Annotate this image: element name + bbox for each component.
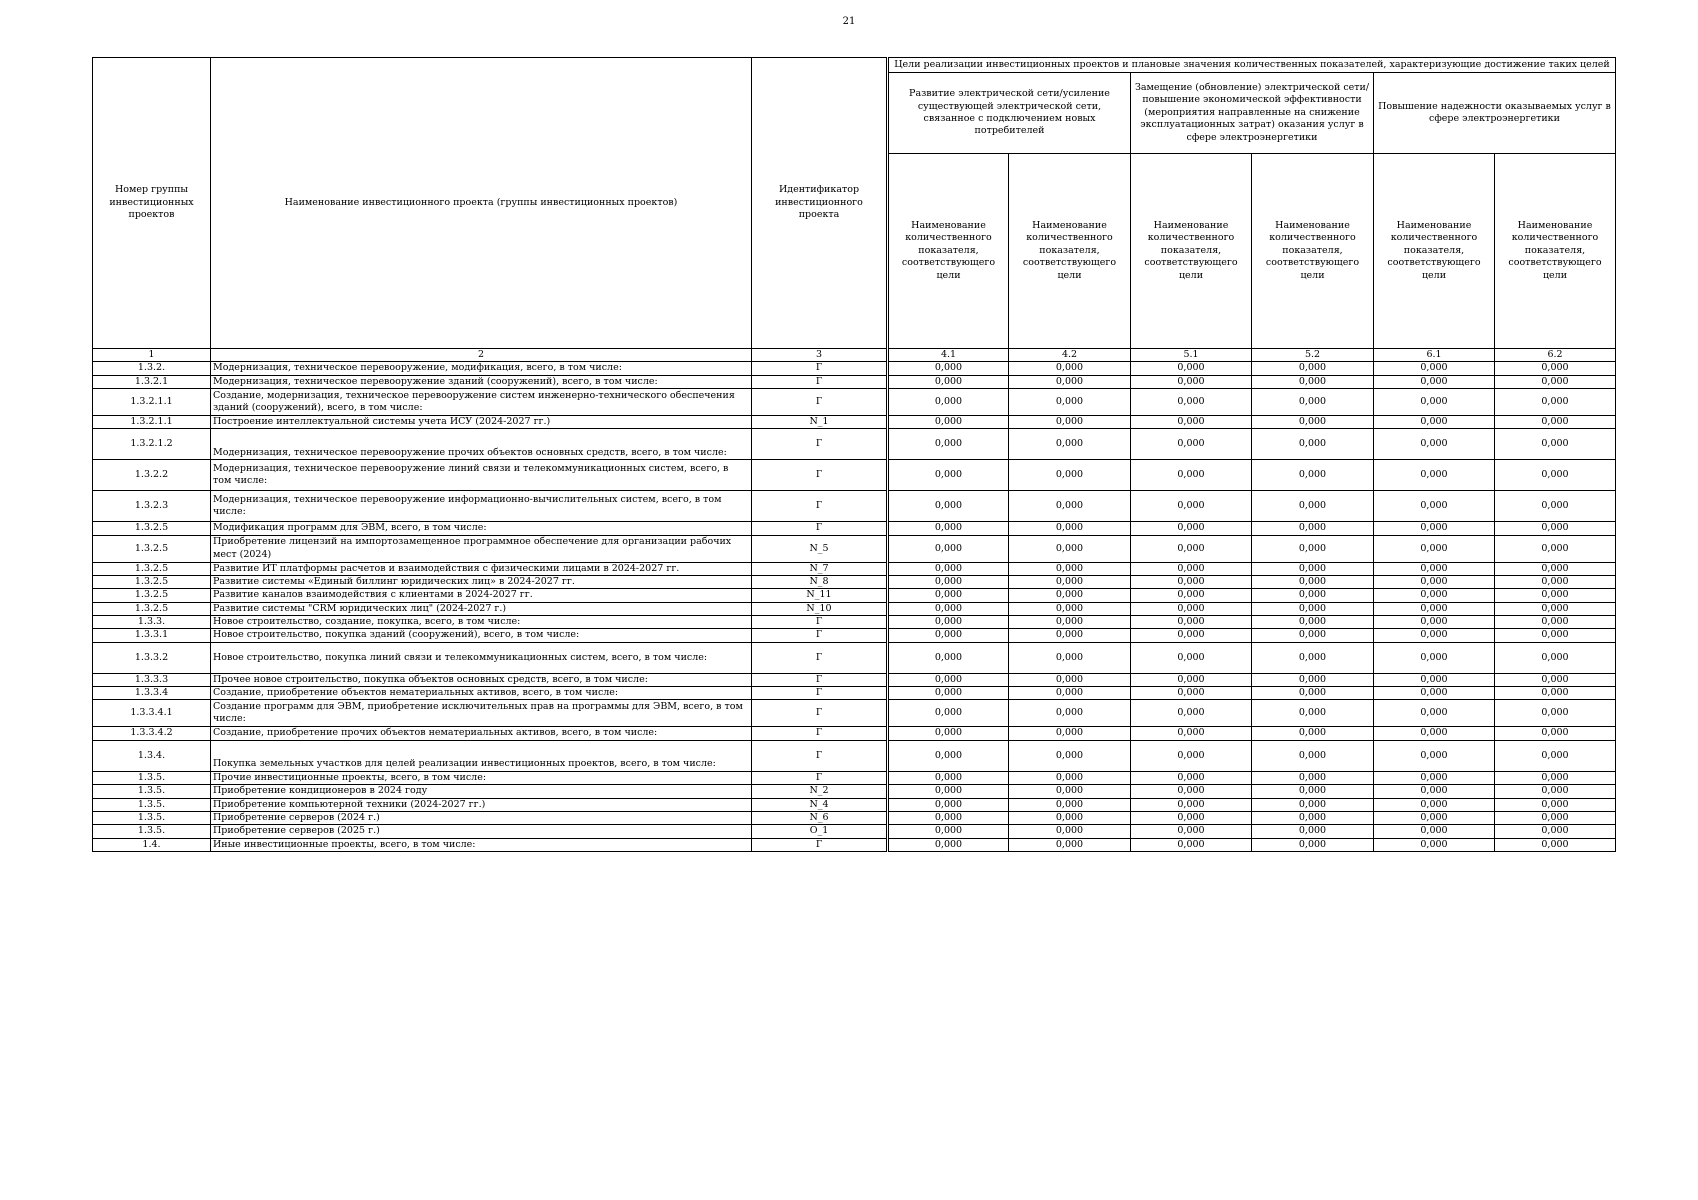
row-project-name: Модернизация, техническое перевооружение информационно-вычислительных систем, всего, в том числе: bbox=[211, 491, 752, 522]
row-metric-value: 0,000 bbox=[1374, 771, 1495, 784]
row-metric-value: 0,000 bbox=[1252, 562, 1374, 575]
row-metric-value: 0,000 bbox=[1009, 629, 1131, 642]
row-metric-value: 0,000 bbox=[1009, 375, 1131, 388]
table-row bbox=[93, 491, 1616, 522]
row-metric-value: 0,000 bbox=[1009, 562, 1131, 575]
row-group-number: 1.3.5. bbox=[93, 811, 211, 824]
row-group-number: 1.3.3.4.2 bbox=[93, 727, 211, 740]
row-metric-value: 0,000 bbox=[1374, 740, 1495, 771]
row-metric-value: 0,000 bbox=[1374, 460, 1495, 491]
row-metric-value: 0,000 bbox=[1252, 375, 1374, 388]
row-metric-value: 0,000 bbox=[1252, 838, 1374, 851]
column-number: 6.2 bbox=[1495, 349, 1616, 362]
row-metric-value: 0,000 bbox=[888, 362, 1009, 375]
row-group-number: 1.3.3.1 bbox=[93, 629, 211, 642]
row-metric-value: 0,000 bbox=[1131, 616, 1252, 629]
table-row bbox=[93, 589, 1616, 602]
row-metric-value: 0,000 bbox=[888, 673, 1009, 686]
header-metric-4-2: Наименование количественного показателя, соответствующего цели bbox=[1009, 154, 1131, 349]
table-row bbox=[93, 535, 1616, 562]
table-row bbox=[93, 673, 1616, 686]
header-metric-6-1: Наименование количественного показателя, соответствующего цели bbox=[1374, 154, 1495, 349]
row-metric-value: 0,000 bbox=[1252, 576, 1374, 589]
row-metric-value: 0,000 bbox=[1374, 687, 1495, 700]
row-metric-value: 0,000 bbox=[1374, 602, 1495, 615]
row-metric-value: 0,000 bbox=[1009, 535, 1131, 562]
row-metric-value: 0,000 bbox=[1495, 389, 1616, 416]
header-metric-5-1: Наименование количественного показателя, соответствующего цели bbox=[1131, 154, 1252, 349]
row-group-number: 1.3.2.5 bbox=[93, 522, 211, 535]
row-metric-value: 0,000 bbox=[1374, 522, 1495, 535]
header-goal-group-4: Развитие электрической сети/усиление существующей электрической сети, связанное с подключением новых потребителей bbox=[888, 73, 1131, 154]
row-metric-value: 0,000 bbox=[1009, 838, 1131, 851]
row-metric-value: 0,000 bbox=[1495, 825, 1616, 838]
header-goals: Цели реализации инвестиционных проектов и плановые значения количественных показателей, характеризующие достижение таких целей bbox=[888, 58, 1616, 73]
header-goal-group-6: Повышение надежности оказываемых услуг в сфере электроэнергетики bbox=[1374, 73, 1616, 154]
row-group-number: 1.3.2.1.2 bbox=[93, 429, 211, 460]
row-identifier: Г bbox=[752, 700, 888, 727]
row-metric-value: 0,000 bbox=[1374, 798, 1495, 811]
row-metric-value: 0,000 bbox=[1252, 616, 1374, 629]
table-row bbox=[93, 825, 1616, 838]
row-metric-value: 0,000 bbox=[1495, 375, 1616, 388]
row-metric-value: 0,000 bbox=[1252, 771, 1374, 784]
table-row bbox=[93, 771, 1616, 784]
row-project-name: Приобретение серверов (2024 г.) bbox=[211, 811, 752, 824]
row-metric-value: 0,000 bbox=[1374, 562, 1495, 575]
row-metric-value: 0,000 bbox=[888, 576, 1009, 589]
row-metric-value: 0,000 bbox=[1131, 727, 1252, 740]
row-metric-value: 0,000 bbox=[1252, 740, 1374, 771]
row-metric-value: 0,000 bbox=[888, 389, 1009, 416]
row-metric-value: 0,000 bbox=[1252, 589, 1374, 602]
row-metric-value: 0,000 bbox=[1495, 727, 1616, 740]
row-metric-value: 0,000 bbox=[1374, 389, 1495, 416]
table-row bbox=[93, 460, 1616, 491]
row-metric-value: 0,000 bbox=[1374, 825, 1495, 838]
row-metric-value: 0,000 bbox=[1252, 673, 1374, 686]
row-identifier: Г bbox=[752, 629, 888, 642]
table-row bbox=[93, 602, 1616, 615]
row-metric-value: 0,000 bbox=[888, 798, 1009, 811]
table-row bbox=[93, 375, 1616, 388]
row-metric-value: 0,000 bbox=[1374, 727, 1495, 740]
row-metric-value: 0,000 bbox=[888, 416, 1009, 429]
row-identifier: O_1 bbox=[752, 825, 888, 838]
row-metric-value: 0,000 bbox=[888, 460, 1009, 491]
row-metric-value: 0,000 bbox=[1374, 642, 1495, 673]
row-metric-value: 0,000 bbox=[888, 629, 1009, 642]
table-header bbox=[93, 58, 1616, 362]
header-group-number: Номер группы инвестиционных проектов bbox=[93, 58, 211, 349]
row-identifier: Г bbox=[752, 375, 888, 388]
row-metric-value: 0,000 bbox=[1131, 740, 1252, 771]
row-metric-value: 0,000 bbox=[1009, 491, 1131, 522]
row-metric-value: 0,000 bbox=[1374, 785, 1495, 798]
row-metric-value: 0,000 bbox=[888, 727, 1009, 740]
row-metric-value: 0,000 bbox=[1374, 429, 1495, 460]
row-project-name: Развитие каналов взаимодействия с клиентами в 2024-2027 гг. bbox=[211, 589, 752, 602]
row-identifier: N_4 bbox=[752, 798, 888, 811]
row-metric-value: 0,000 bbox=[1131, 416, 1252, 429]
table-row bbox=[93, 727, 1616, 740]
column-number: 4.1 bbox=[888, 349, 1009, 362]
table-row bbox=[93, 362, 1616, 375]
row-metric-value: 0,000 bbox=[1009, 576, 1131, 589]
row-metric-value: 0,000 bbox=[1131, 602, 1252, 615]
row-project-name: Приобретение компьютерной техники (2024-2027 гг.) bbox=[211, 798, 752, 811]
row-identifier: N_11 bbox=[752, 589, 888, 602]
header-metric-5-2: Наименование количественного показателя, соответствующего цели bbox=[1252, 154, 1374, 349]
row-metric-value: 0,000 bbox=[1252, 362, 1374, 375]
row-metric-value: 0,000 bbox=[1009, 616, 1131, 629]
row-group-number: 1.3.2.1.1 bbox=[93, 389, 211, 416]
column-number-row bbox=[93, 349, 1616, 362]
row-identifier: Г bbox=[752, 460, 888, 491]
row-metric-value: 0,000 bbox=[1131, 687, 1252, 700]
row-identifier: Г bbox=[752, 687, 888, 700]
row-project-name: Иные инвестиционные проекты, всего, в том числе: bbox=[211, 838, 752, 851]
row-metric-value: 0,000 bbox=[888, 785, 1009, 798]
row-metric-value: 0,000 bbox=[888, 562, 1009, 575]
row-metric-value: 0,000 bbox=[1374, 811, 1495, 824]
row-group-number: 1.3.2. bbox=[93, 362, 211, 375]
row-metric-value: 0,000 bbox=[1131, 785, 1252, 798]
row-metric-value: 0,000 bbox=[1495, 629, 1616, 642]
row-project-name: Развитие ИТ платформы расчетов и взаимодействия с физическими лицами в 2024-2027 гг. bbox=[211, 562, 752, 575]
row-metric-value: 0,000 bbox=[1131, 362, 1252, 375]
header-identifier: Идентификатор инвестиционного проекта bbox=[752, 58, 888, 349]
row-project-name: Приобретение лицензий на импортозамещенное программное обеспечение для организации рабочих мест (2024) bbox=[211, 535, 752, 562]
row-metric-value: 0,000 bbox=[1374, 576, 1495, 589]
row-metric-value: 0,000 bbox=[1495, 700, 1616, 727]
row-metric-value: 0,000 bbox=[1495, 416, 1616, 429]
row-metric-value: 0,000 bbox=[888, 602, 1009, 615]
table-row bbox=[93, 522, 1616, 535]
row-metric-value: 0,000 bbox=[1009, 700, 1131, 727]
row-metric-value: 0,000 bbox=[1252, 522, 1374, 535]
row-metric-value: 0,000 bbox=[1252, 416, 1374, 429]
row-metric-value: 0,000 bbox=[888, 687, 1009, 700]
row-identifier: N_1 bbox=[752, 416, 888, 429]
row-project-name: Новое строительство, покупка зданий (сооружений), всего, в том числе: bbox=[211, 629, 752, 642]
row-group-number: 1.3.2.5 bbox=[93, 589, 211, 602]
row-metric-value: 0,000 bbox=[1131, 629, 1252, 642]
row-metric-value: 0,000 bbox=[1131, 838, 1252, 851]
row-metric-value: 0,000 bbox=[1131, 642, 1252, 673]
row-metric-value: 0,000 bbox=[1131, 673, 1252, 686]
column-number: 3 bbox=[752, 349, 888, 362]
row-project-name: Создание программ для ЭВМ, приобретение исключительных прав на программы для ЭВМ, всего, в том числе: bbox=[211, 700, 752, 727]
row-identifier: N_10 bbox=[752, 602, 888, 615]
row-group-number: 1.3.4. bbox=[93, 740, 211, 771]
table-row bbox=[93, 416, 1616, 429]
row-metric-value: 0,000 bbox=[1009, 785, 1131, 798]
row-metric-value: 0,000 bbox=[888, 811, 1009, 824]
row-metric-value: 0,000 bbox=[888, 700, 1009, 727]
row-metric-value: 0,000 bbox=[1495, 798, 1616, 811]
row-project-name: Модернизация, техническое перевооружение зданий (сооружений), всего, в том числе: bbox=[211, 375, 752, 388]
row-metric-value: 0,000 bbox=[1374, 700, 1495, 727]
row-identifier: Г bbox=[752, 771, 888, 784]
row-group-number: 1.3.3.4 bbox=[93, 687, 211, 700]
table-row bbox=[93, 785, 1616, 798]
row-project-name: Развитие системы "CRM юридических лиц" (2024-2027 г.) bbox=[211, 602, 752, 615]
table-row bbox=[93, 811, 1616, 824]
row-metric-value: 0,000 bbox=[1009, 460, 1131, 491]
row-metric-value: 0,000 bbox=[1009, 522, 1131, 535]
column-number: 4.2 bbox=[1009, 349, 1131, 362]
column-number: 1 bbox=[93, 349, 211, 362]
row-group-number: 1.3.2.2 bbox=[93, 460, 211, 491]
header-project-name: Наименование инвестиционного проекта (группы инвестиционных проектов) bbox=[211, 58, 752, 349]
row-project-name: Прочее новое строительство, покупка объектов основных средств, всего, в том числе: bbox=[211, 673, 752, 686]
row-group-number: 1.3.5. bbox=[93, 771, 211, 784]
row-metric-value: 0,000 bbox=[1131, 429, 1252, 460]
row-metric-value: 0,000 bbox=[1252, 535, 1374, 562]
row-metric-value: 0,000 bbox=[1131, 460, 1252, 491]
row-identifier: Г bbox=[752, 522, 888, 535]
row-metric-value: 0,000 bbox=[1252, 700, 1374, 727]
row-identifier: Г bbox=[752, 429, 888, 460]
row-metric-value: 0,000 bbox=[1495, 771, 1616, 784]
row-identifier: Г bbox=[752, 362, 888, 375]
row-project-name: Построение интеллектуальной системы учета ИСУ (2024-2027 гг.) bbox=[211, 416, 752, 429]
row-metric-value: 0,000 bbox=[1131, 700, 1252, 727]
column-number: 6.1 bbox=[1374, 349, 1495, 362]
row-group-number: 1.3.3.4.1 bbox=[93, 700, 211, 727]
row-metric-value: 0,000 bbox=[1252, 811, 1374, 824]
row-metric-value: 0,000 bbox=[1495, 362, 1616, 375]
row-project-name: Новое строительство, покупка линий связи и телекоммуникационных систем, всего, в том числе: bbox=[211, 642, 752, 673]
row-metric-value: 0,000 bbox=[1252, 602, 1374, 615]
row-metric-value: 0,000 bbox=[1495, 740, 1616, 771]
table-row bbox=[93, 629, 1616, 642]
row-metric-value: 0,000 bbox=[1009, 416, 1131, 429]
row-metric-value: 0,000 bbox=[1009, 589, 1131, 602]
row-identifier: Г bbox=[752, 727, 888, 740]
row-metric-value: 0,000 bbox=[888, 589, 1009, 602]
row-metric-value: 0,000 bbox=[1252, 687, 1374, 700]
row-group-number: 1.3.3.3 bbox=[93, 673, 211, 686]
row-identifier: Г bbox=[752, 673, 888, 686]
row-metric-value: 0,000 bbox=[1009, 642, 1131, 673]
row-identifier: N_7 bbox=[752, 562, 888, 575]
page-number: 21 bbox=[842, 16, 856, 27]
row-metric-value: 0,000 bbox=[888, 375, 1009, 388]
row-metric-value: 0,000 bbox=[1131, 825, 1252, 838]
row-metric-value: 0,000 bbox=[1131, 389, 1252, 416]
table-row bbox=[93, 642, 1616, 673]
table-body bbox=[93, 362, 1616, 852]
row-metric-value: 0,000 bbox=[1495, 602, 1616, 615]
row-metric-value: 0,000 bbox=[1374, 838, 1495, 851]
row-project-name: Развитие системы «Единый биллинг юридических лиц» в 2024-2027 гг. bbox=[211, 576, 752, 589]
row-metric-value: 0,000 bbox=[1009, 389, 1131, 416]
row-metric-value: 0,000 bbox=[1374, 673, 1495, 686]
row-metric-value: 0,000 bbox=[1131, 535, 1252, 562]
row-identifier: N_2 bbox=[752, 785, 888, 798]
row-group-number: 1.3.2.1 bbox=[93, 375, 211, 388]
row-identifier: N_8 bbox=[752, 576, 888, 589]
table-row bbox=[93, 389, 1616, 416]
row-metric-value: 0,000 bbox=[1252, 727, 1374, 740]
table-row bbox=[93, 798, 1616, 811]
row-identifier: Г bbox=[752, 491, 888, 522]
row-metric-value: 0,000 bbox=[888, 522, 1009, 535]
row-metric-value: 0,000 bbox=[1252, 798, 1374, 811]
row-metric-value: 0,000 bbox=[1009, 687, 1131, 700]
column-number: 2 bbox=[211, 349, 752, 362]
table-row bbox=[93, 838, 1616, 851]
row-metric-value: 0,000 bbox=[1131, 771, 1252, 784]
row-metric-value: 0,000 bbox=[888, 491, 1009, 522]
row-metric-value: 0,000 bbox=[1495, 642, 1616, 673]
row-metric-value: 0,000 bbox=[1495, 811, 1616, 824]
row-metric-value: 0,000 bbox=[1495, 535, 1616, 562]
row-metric-value: 0,000 bbox=[888, 616, 1009, 629]
row-metric-value: 0,000 bbox=[1009, 740, 1131, 771]
row-metric-value: 0,000 bbox=[888, 535, 1009, 562]
row-project-name: Создание, приобретение объектов нематериальных активов, всего, в том числе: bbox=[211, 687, 752, 700]
row-metric-value: 0,000 bbox=[1495, 589, 1616, 602]
row-group-number: 1.3.2.5 bbox=[93, 535, 211, 562]
row-metric-value: 0,000 bbox=[1009, 602, 1131, 615]
row-metric-value: 0,000 bbox=[888, 429, 1009, 460]
header-metric-4-1: Наименование количественного показателя, соответствующего цели bbox=[888, 154, 1009, 349]
row-metric-value: 0,000 bbox=[1495, 785, 1616, 798]
header-goal-group-5: Замещение (обновление) электрической сети/повышение экономической эффективности (мероприятия направленные на снижение эксплуатационных затрат) оказания услуг в сфере электроэнергетики bbox=[1131, 73, 1374, 154]
table-row bbox=[93, 562, 1616, 575]
row-metric-value: 0,000 bbox=[1252, 389, 1374, 416]
row-project-name: Создание, приобретение прочих объектов нематериальных активов, всего, в том числе: bbox=[211, 727, 752, 740]
investment-goals-table bbox=[92, 57, 1616, 852]
row-group-number: 1.3.5. bbox=[93, 785, 211, 798]
row-metric-value: 0,000 bbox=[1009, 727, 1131, 740]
row-metric-value: 0,000 bbox=[1131, 562, 1252, 575]
row-metric-value: 0,000 bbox=[1131, 798, 1252, 811]
row-metric-value: 0,000 bbox=[1495, 429, 1616, 460]
row-identifier: N_5 bbox=[752, 535, 888, 562]
row-metric-value: 0,000 bbox=[1374, 362, 1495, 375]
row-project-name: Прочие инвестиционные проекты, всего, в том числе: bbox=[211, 771, 752, 784]
row-project-name: Модернизация, техническое перевооружение, модификация, всего, в том числе: bbox=[211, 362, 752, 375]
row-metric-value: 0,000 bbox=[1495, 687, 1616, 700]
row-group-number: 1.3.5. bbox=[93, 825, 211, 838]
row-project-name: Приобретение кондиционеров в 2024 году bbox=[211, 785, 752, 798]
row-group-number: 1.4. bbox=[93, 838, 211, 851]
row-metric-value: 0,000 bbox=[1252, 785, 1374, 798]
row-project-name: Приобретение серверов (2025 г.) bbox=[211, 825, 752, 838]
row-metric-value: 0,000 bbox=[1495, 838, 1616, 851]
row-metric-value: 0,000 bbox=[1009, 362, 1131, 375]
row-metric-value: 0,000 bbox=[1131, 522, 1252, 535]
row-identifier: Г bbox=[752, 838, 888, 851]
row-metric-value: 0,000 bbox=[1009, 811, 1131, 824]
row-group-number: 1.3.2.5 bbox=[93, 576, 211, 589]
column-number: 5.1 bbox=[1131, 349, 1252, 362]
row-metric-value: 0,000 bbox=[888, 771, 1009, 784]
row-project-name: Модернизация, техническое перевооружение прочих объектов основных средств, всего, в том числе: bbox=[211, 429, 752, 460]
row-group-number: 1.3.2.5 bbox=[93, 602, 211, 615]
row-metric-value: 0,000 bbox=[1252, 460, 1374, 491]
header-metric-6-2: Наименование количественного показателя, соответствующего цели bbox=[1495, 154, 1616, 349]
row-metric-value: 0,000 bbox=[1009, 429, 1131, 460]
row-group-number: 1.3.5. bbox=[93, 798, 211, 811]
row-project-name: Создание, модернизация, техническое перевооружение систем инженерно-технического обеспечения зданий (сооружений), всего, в том числе: bbox=[211, 389, 752, 416]
row-metric-value: 0,000 bbox=[1374, 491, 1495, 522]
row-project-name: Покупка земельных участков для целей реализации инвестиционных проектов, всего, в том числе: bbox=[211, 740, 752, 771]
table-row bbox=[93, 616, 1616, 629]
row-metric-value: 0,000 bbox=[1374, 616, 1495, 629]
row-metric-value: 0,000 bbox=[1009, 673, 1131, 686]
row-metric-value: 0,000 bbox=[1495, 673, 1616, 686]
row-metric-value: 0,000 bbox=[1009, 798, 1131, 811]
row-metric-value: 0,000 bbox=[1009, 825, 1131, 838]
table-row bbox=[93, 576, 1616, 589]
row-metric-value: 0,000 bbox=[1374, 416, 1495, 429]
table-row bbox=[93, 700, 1616, 727]
row-identifier: Г bbox=[752, 389, 888, 416]
row-metric-value: 0,000 bbox=[1131, 811, 1252, 824]
row-metric-value: 0,000 bbox=[1131, 576, 1252, 589]
table-row bbox=[93, 740, 1616, 771]
row-metric-value: 0,000 bbox=[1009, 771, 1131, 784]
row-metric-value: 0,000 bbox=[888, 825, 1009, 838]
row-metric-value: 0,000 bbox=[1252, 642, 1374, 673]
row-metric-value: 0,000 bbox=[1495, 522, 1616, 535]
row-metric-value: 0,000 bbox=[1252, 629, 1374, 642]
row-metric-value: 0,000 bbox=[1252, 491, 1374, 522]
row-metric-value: 0,000 bbox=[1495, 491, 1616, 522]
row-metric-value: 0,000 bbox=[1495, 562, 1616, 575]
row-project-name: Модернизация, техническое перевооружение линий связи и телекоммуникационных систем, всего, в том числе: bbox=[211, 460, 752, 491]
row-identifier: N_6 bbox=[752, 811, 888, 824]
row-metric-value: 0,000 bbox=[1374, 535, 1495, 562]
row-identifier: Г bbox=[752, 740, 888, 771]
row-group-number: 1.3.2.1.1 bbox=[93, 416, 211, 429]
table-row bbox=[93, 429, 1616, 460]
row-metric-value: 0,000 bbox=[888, 642, 1009, 673]
row-project-name: Новое строительство, создание, покупка, всего, в том числе: bbox=[211, 616, 752, 629]
row-metric-value: 0,000 bbox=[1495, 576, 1616, 589]
row-metric-value: 0,000 bbox=[1374, 375, 1495, 388]
row-metric-value: 0,000 bbox=[888, 838, 1009, 851]
row-project-name: Модификация программ для ЭВМ, всего, в том числе: bbox=[211, 522, 752, 535]
row-metric-value: 0,000 bbox=[1252, 825, 1374, 838]
row-metric-value: 0,000 bbox=[1252, 429, 1374, 460]
row-metric-value: 0,000 bbox=[1495, 460, 1616, 491]
row-identifier: Г bbox=[752, 616, 888, 629]
row-group-number: 1.3.3. bbox=[93, 616, 211, 629]
row-identifier: Г bbox=[752, 642, 888, 673]
column-number: 5.2 bbox=[1252, 349, 1374, 362]
row-group-number: 1.3.3.2 bbox=[93, 642, 211, 673]
row-metric-value: 0,000 bbox=[1495, 616, 1616, 629]
row-metric-value: 0,000 bbox=[888, 740, 1009, 771]
table-row bbox=[93, 687, 1616, 700]
row-metric-value: 0,000 bbox=[1131, 589, 1252, 602]
row-metric-value: 0,000 bbox=[1374, 589, 1495, 602]
row-metric-value: 0,000 bbox=[1131, 491, 1252, 522]
row-metric-value: 0,000 bbox=[1374, 629, 1495, 642]
row-group-number: 1.3.2.5 bbox=[93, 562, 211, 575]
row-metric-value: 0,000 bbox=[1131, 375, 1252, 388]
row-group-number: 1.3.2.3 bbox=[93, 491, 211, 522]
